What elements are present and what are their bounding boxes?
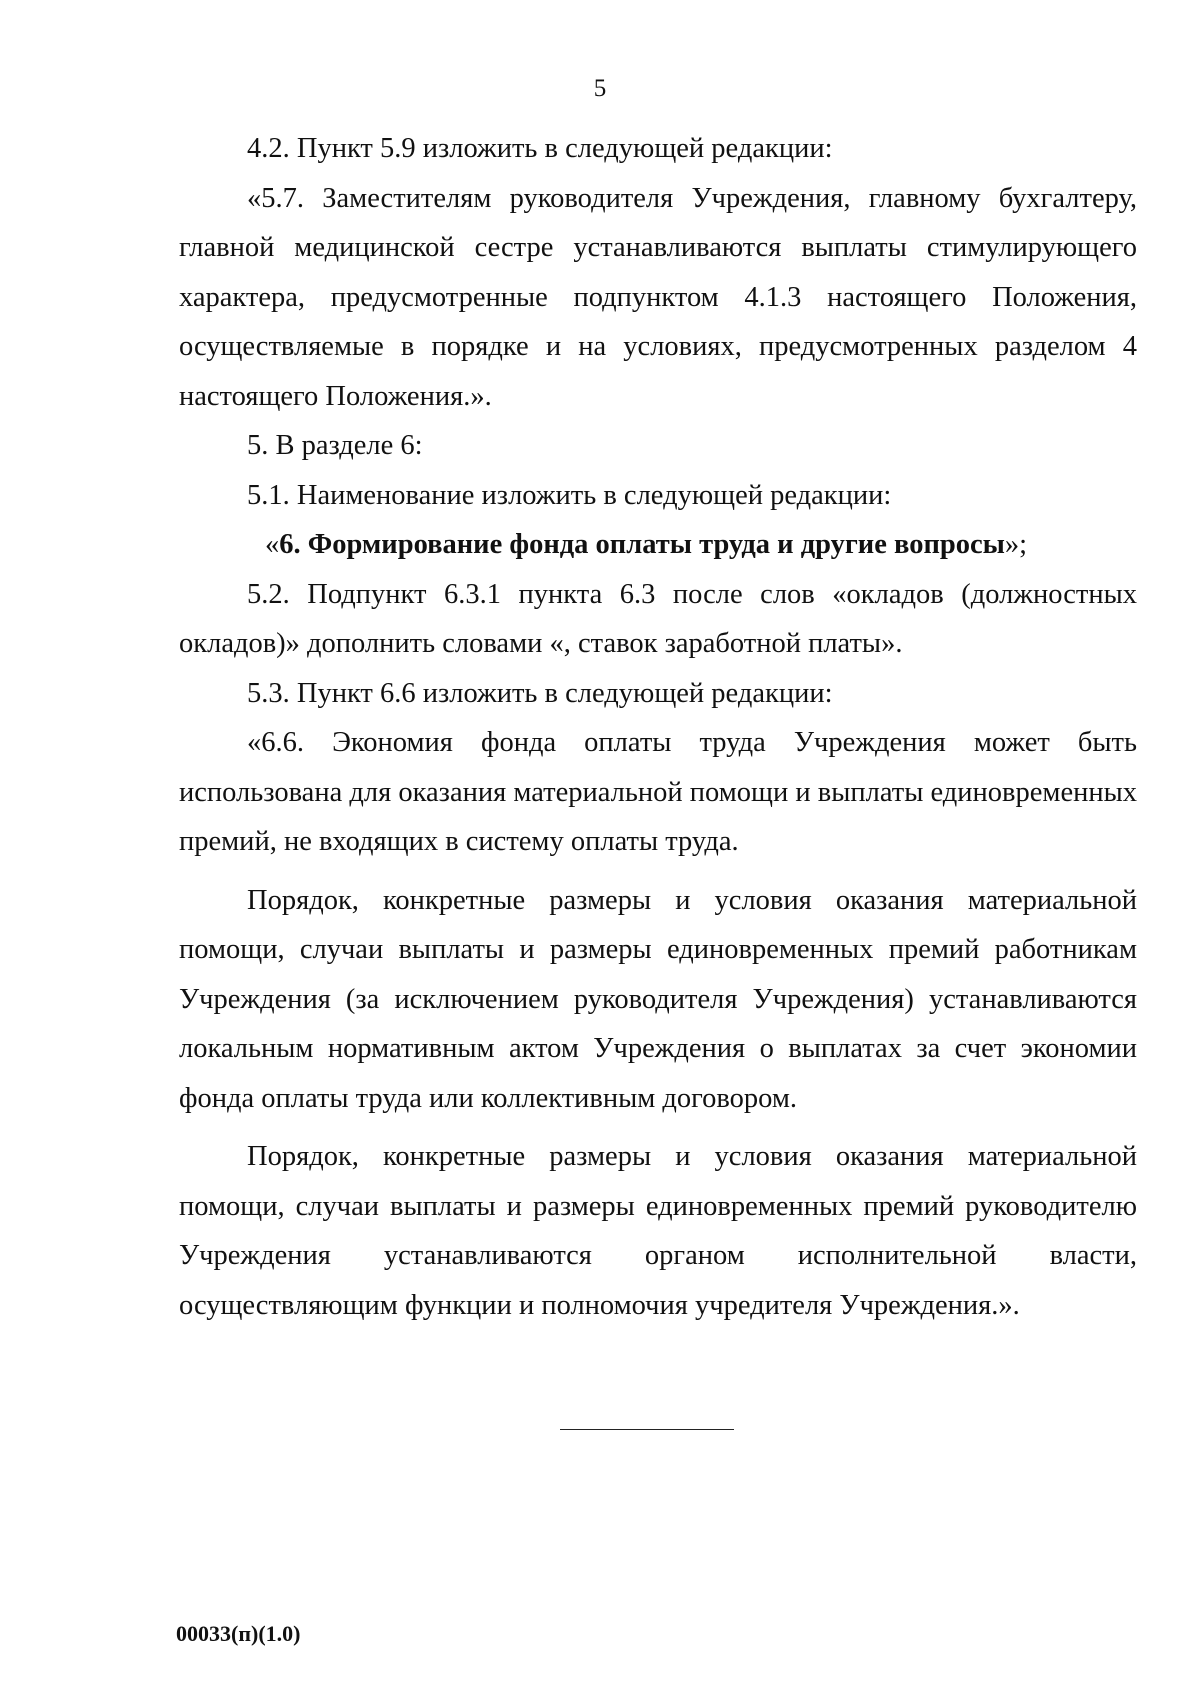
- document-body: [179, 124, 1137, 1330]
- quote-close: »;: [1004, 529, 1028, 560]
- section-6-title: 6. Формирование фонда оплаты труда и другие вопросы: [279, 529, 1005, 560]
- paragraph-procedure-employees: Порядок, конкретные размеры и условия оказания материальной помощи, случаи выплаты и размеры единовременных премий работникам Учреждения (за исключением руководителя Учреждения) устанавливаются локальным нормативным актом Учреждения о выплатах за счет экономии фонда оплаты труда или коллективным договором.: [179, 884, 1137, 1114]
- quote-open: «: [265, 529, 280, 560]
- end-of-text-rule: [560, 1429, 734, 1430]
- paragraph-6-6-quote: «6.6. Экономия фонда оплаты труда Учреждения может быть использована для оказания материальной помощи и выплаты единовременных премий, не входящих в систему оплаты труда.: [179, 727, 1137, 857]
- paragraph-procedure-head: Порядок, конкретные размеры и условия оказания материальной помощи, случаи выплаты и размеры единовременных премий руководителю Учреждения устанавливаются органом исполнительной власти, осуществляющим функции и полномочия учредителя Учреждения.».: [179, 1141, 1137, 1321]
- paragraph-5-2: 5.2. Подпункт 6.3.1 пункта 6.3 после слов «окладов (должностных окладов)» дополнить словами «, ставок заработной платы».: [179, 578, 1137, 659]
- paragraph-5-1: 5.1. Наименование изложить в следующей редакции:: [247, 479, 892, 511]
- page-number: 5: [593, 75, 607, 102]
- paragraph-5-7-quote: «5.7. Заместителям руководителя Учреждения, главному бухгалтеру, главной медицинской сестре устанавливаются выплаты стимулирующего характера, предусмотренные подпунктом 4.1.3 настоящего Положения, осуществляемые в порядке и на условиях, предусмотренных разделом 4 настоящего Положения.».: [179, 182, 1137, 412]
- document-code: 00033(п)(1.0): [176, 1621, 301, 1646]
- paragraph-4-2: 4.2. Пункт 5.9 изложить в следующей редакции:: [247, 133, 833, 164]
- paragraph-section-5: 5. В разделе 6:: [247, 430, 423, 461]
- paragraph-section-6-title: [179, 520, 1137, 570]
- paragraph-5-3: 5.3. Пункт 6.6 изложить в следующей редакции:: [247, 677, 833, 709]
